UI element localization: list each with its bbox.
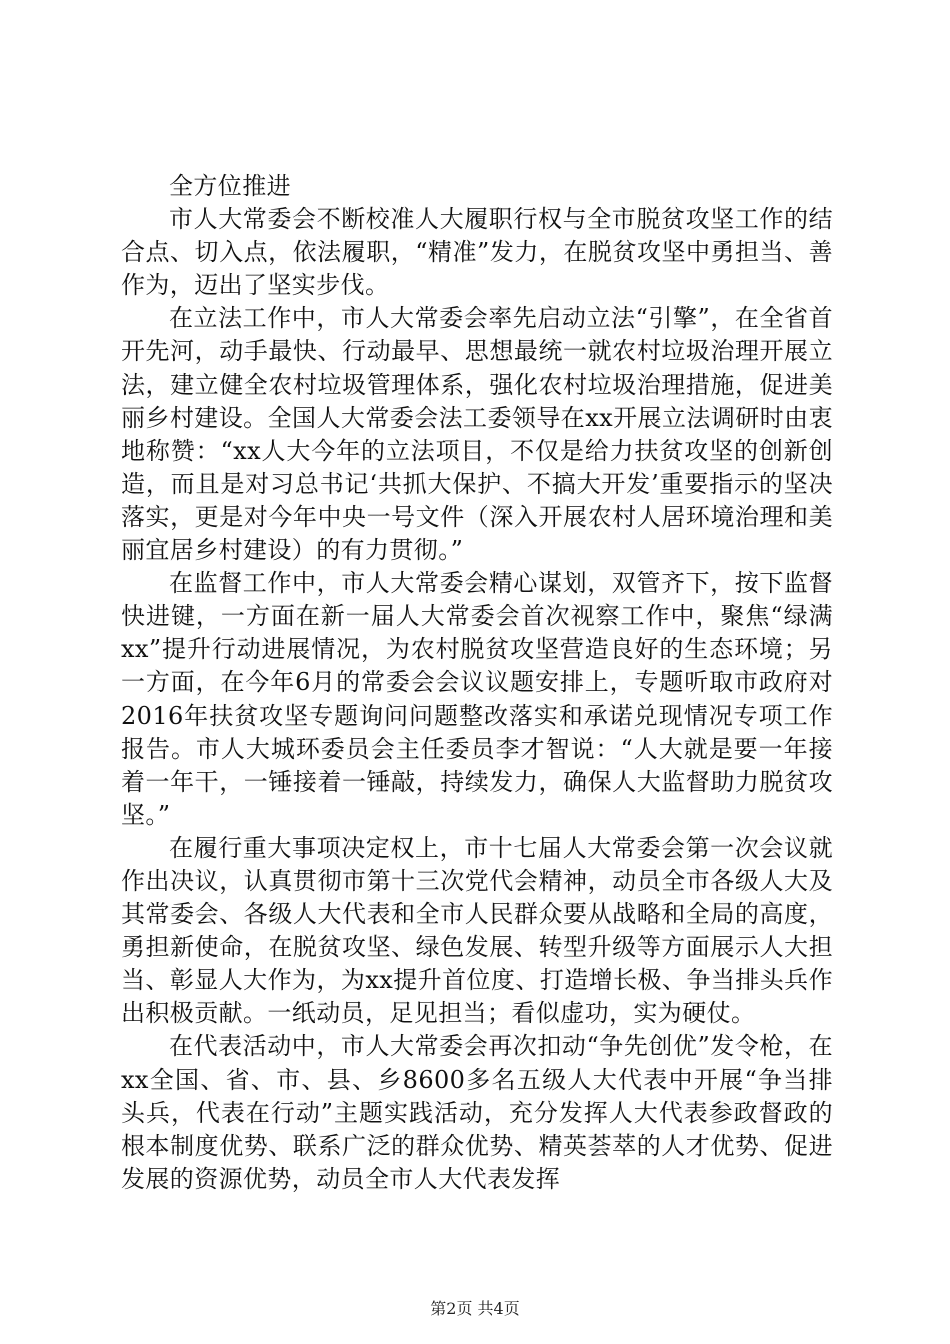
paragraph: 在代表活动中，市人大常委会再次扣动“争先创优”发令枪，在xx全国、省、市、县、乡8600多名五级人大代表中开展“争当排头兵，代表在行动”主题实践活动，充分发挥人大代表参政督政的根本制度优势、联系广泛的群众优势、精英荟萃的人才优势、促进发展的资源优势，动员全市人大代表发挥	[121, 1032, 833, 1193]
page-number-footer: 第2页 共4页	[430, 1299, 520, 1318]
document-body	[121, 170, 833, 1196]
paragraph: 在监督工作中，市人大常委会精心谋划，双管齐下，按下监督快进键，一方面在新一届人大常委会首次视察工作中，聚焦“绿满xx”提升行动进展情况，为农村脱贫攻坚营造良好的生态环境；另一方面，在今年6月的常委会会议议题安排上，专题听取市政府对2016年扶贫攻坚专题询问问题整改落实和承诺兑现情况专项工作报告。市人大城环委员会主任委员李才智说：“人大就是要一年接着一年干，一锤接着一锤敲，持续发力，确保人大监督助力脱贫攻坚。”	[121, 569, 833, 829]
paragraph: 在立法工作中，市人大常委会率先启动立法“引擎”，在全省首开先河，动手最快、行动最早、思想最统一就农村垃圾治理开展立法，建立健全农村垃圾管理体系，强化农村垃圾治理措施，促进美丽乡村建设。全国人大常委会法工委领导在xx开展立法调研时由衷地称赞：“xx人大今年的立法项目，不仅是给力扶贫攻坚的创新创造，而且是对习总书记‘共抓大保护、不搞大开发’重要指示的坚决落实，更是对今年中央一号文件（深入开展农村人居环境治理和美丽宜居乡村建设）的有力贯彻。”	[121, 304, 833, 565]
paragraph-heading: 全方位推进	[169, 172, 291, 200]
paragraph: 市人大常委会不断校准人大履职行权与全市脱贫攻坚工作的结合点、切入点，依法履职，“精准”发力，在脱贫攻坚中勇担当、善作为，迈出了坚实步伐。	[121, 205, 833, 300]
paragraph: 在履行重大事项决定权上，市十七届人大常委会第一次会议就作出决议，认真贯彻市第十三次党代会精神，动员全市各级人大及其常委会、各级人大代表和全市人民群众要从战略和全局的高度，勇担新使命，在脱贫攻坚、绿色发展、转型升级等方面展示人大担当、彰显人大作为，为xx提升首位度、打造增长极、争当排头兵作出积极贡献。一纸动员，足见担当；看似虚功，实为硬仗。	[121, 833, 833, 1028]
